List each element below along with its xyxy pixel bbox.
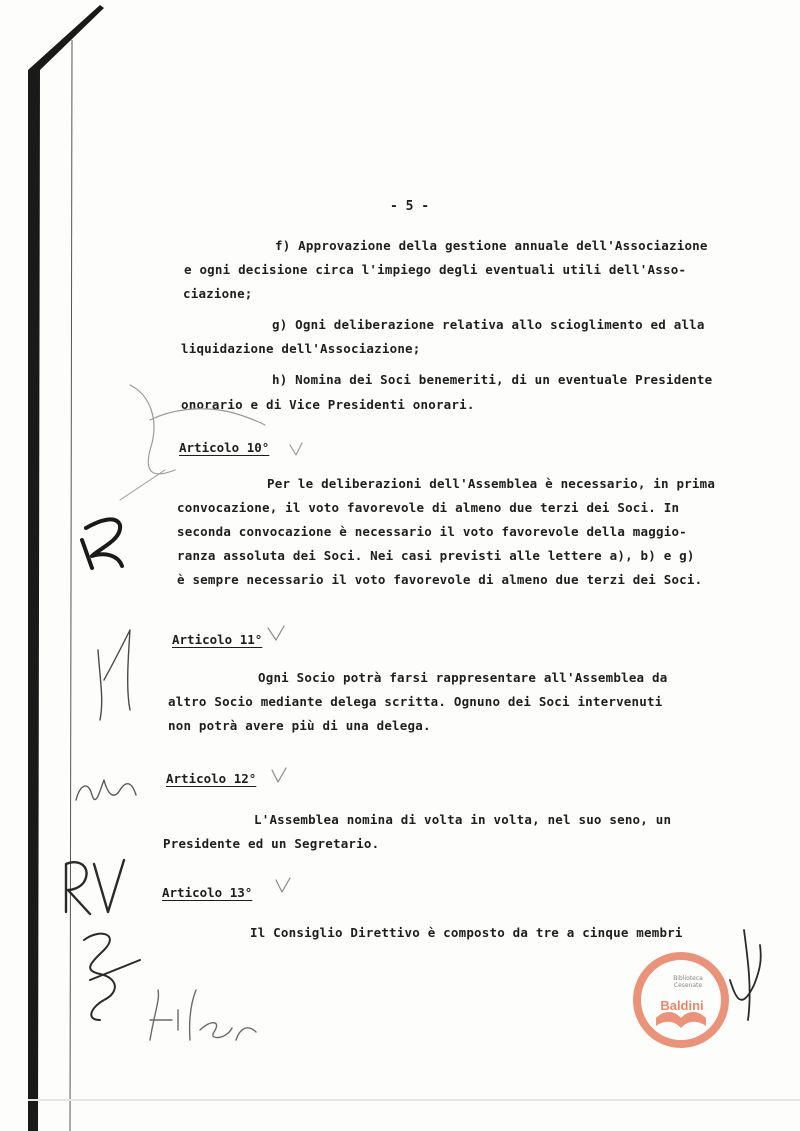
page-number: - 5 - bbox=[390, 199, 430, 214]
article-text-line: non potrà avere più di una delega. bbox=[168, 718, 431, 733]
article-heading: Articolo 13° bbox=[162, 885, 253, 900]
article-text-line: altro Socio mediante delega scritta. Ognuno dei Soci intervenuti bbox=[168, 694, 663, 709]
svg-text:Biblioteca: Biblioteca bbox=[673, 975, 703, 982]
paragraph-h-line: onorario e di Vice Presidenti onorari. bbox=[181, 397, 475, 412]
article-text-line: è sempre necessario il voto favorevole di almeno due terzi dei Soci. bbox=[177, 572, 703, 587]
paragraph-f-line: f) Approvazione della gestione annuale dell'Associazione bbox=[275, 238, 708, 253]
article-text-line: Per le deliberazioni dell'Assemblea è necessario, in prima bbox=[267, 476, 716, 491]
article-text-line: Il Consiglio Direttivo è composto da tre a cinque membri bbox=[250, 925, 683, 940]
article-heading: Articolo 12° bbox=[166, 771, 257, 786]
article-text-line: Ogni Socio potrà farsi rappresentare all'Assemblea da bbox=[258, 670, 668, 685]
paragraph-f-line: ciazione; bbox=[183, 286, 253, 301]
stamp-label: Baldini bbox=[660, 998, 704, 1013]
article-text-line: L'Assemblea nomina di volta in volta, nel suo seno, un bbox=[254, 812, 672, 827]
paragraph-f-line: e ogni decisione circa l'impiego degli eventuali utili dell'Asso- bbox=[184, 262, 687, 277]
article-text-line: Presidente ed un Segretario. bbox=[163, 836, 380, 851]
article-text-line: convocazione, il voto favorevole di almeno due terzi dei Soci. In bbox=[177, 500, 680, 515]
article-heading: Articolo 10° bbox=[179, 440, 270, 455]
article-text-line: seconda convocazione è necessario il voto favorevole della maggio- bbox=[177, 524, 687, 539]
article-heading: Articolo 11° bbox=[172, 632, 263, 647]
svg-text:Cesenate: Cesenate bbox=[673, 982, 703, 989]
article-text-line: ranza assoluta dei Soci. Nei casi previsti alle lettere a), b) e g) bbox=[177, 548, 695, 563]
paragraph-g-line: g) Ogni deliberazione relativa allo scioglimento ed alla bbox=[272, 317, 705, 332]
paragraph-g-line: liquidazione dell'Associazione; bbox=[181, 341, 421, 356]
paragraph-h-line: h) Nomina dei Soci benemeriti, di un eventuale Presidente bbox=[272, 372, 713, 387]
